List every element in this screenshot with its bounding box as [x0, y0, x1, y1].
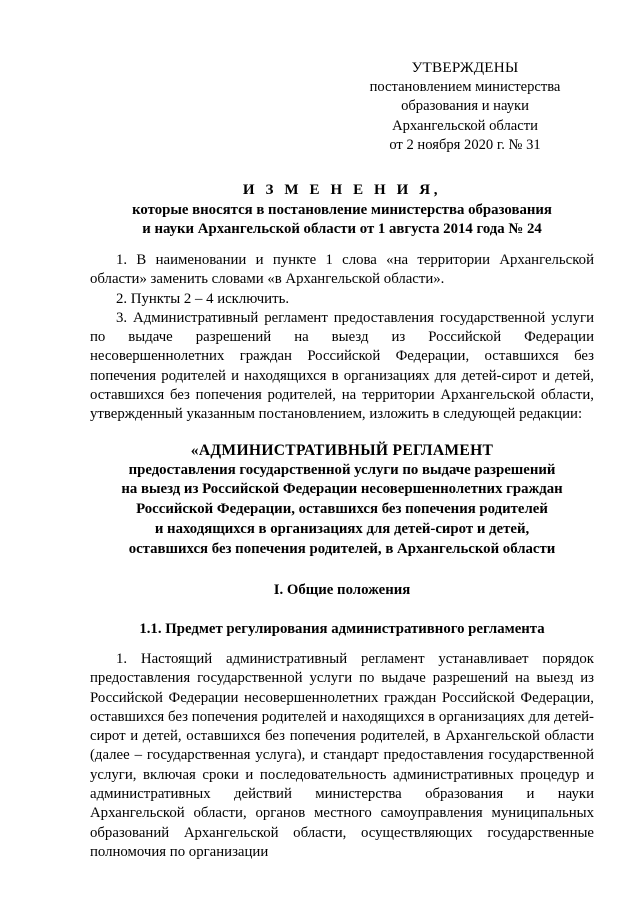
- changes-subtitle-line: которые вносятся в постановление министерства образования: [132, 201, 552, 218]
- subsection-heading: 1.1. Предмет регулирования административного регламента: [139, 621, 545, 637]
- changes-subtitle-line: и науки Архангельской области от 1 августа 2014 года № 24: [142, 221, 542, 237]
- section-heading: I. Общие положения: [273, 582, 411, 598]
- regulation-title: «АДМИНИСТРАТИВНЫЙ РЕГЛАМЕНТ: [190, 442, 494, 459]
- changes-title: И З М Е Н Е Н И Я,: [242, 182, 442, 198]
- approval-line: Архангельской области: [392, 117, 538, 134]
- regulation-title-block: [90, 441, 594, 559]
- changes-list: [90, 251, 594, 425]
- regulation-subtitle-line: на выезд из Российской Федерации несовершеннолетних граждан: [121, 481, 563, 498]
- approval-heading: УТВЕРЖДЕНЫ: [411, 59, 519, 76]
- approval-line: от 2 ноября 2020 г. № 31: [389, 137, 541, 153]
- approval-block: [345, 58, 585, 156]
- change-item-3: 3. Административный регламент предоставления государственной услуги по выдаче разрешений на выезд из Российской Федерации несовершеннолетних граждан Российской Федерации, оставшихся без попечения родителей и находящихся в организациях для детей-сирот и детей, оставшихся без попечения родителей, на территории Архангельской области, утвержденный указанным постановлением, изложить в следующей редакции:: [90, 309, 594, 423]
- regulation-subtitle-line: и находящихся в организациях для детей-сирот и детей,: [154, 520, 530, 537]
- change-item-1: 1. В наименовании и пункте 1 слова «на территории Архангельской области» заменить словами «в Архангельской области».: [90, 252, 594, 288]
- changes-title-block: [90, 181, 594, 240]
- regulation-subtitle-line: Российской Федерации, оставшихся без попечения родителей: [136, 501, 548, 518]
- change-item-2: 2. Пункты 2 – 4 исключить.: [116, 290, 290, 307]
- approval-line: постановлением министерства: [369, 78, 561, 95]
- regulation-subtitle-line: оставшихся без попечения родителей, в Архангельской области: [128, 540, 556, 557]
- section-paragraph: 1. Настоящий административный регламент устанавливает порядок предоставления государственной услуги по выдаче разрешений на выезд из Российской Федерации несовершеннолетних граждан Российской Федерации, оставшихся без попечения родителей и находящихся в организациях для детей-сирот и детей, оставшихся без попечения родителей, в Архангельской области (далее – государственная услуга), и стандарт предоставления государственной услуги, включая сроки и последовательность административных процедур и административных действий министерства образования и науки Архангельской области, органов местного самоуправления муниципальных образований Архангельской области, осуществляющих государственные полномочия по организации: [90, 651, 594, 860]
- approval-line: образования и науки: [401, 98, 529, 114]
- regulation-subtitle-line: предоставления государственной услуги по выдаче разрешений: [128, 461, 556, 478]
- section-paragraph-block: [90, 650, 594, 862]
